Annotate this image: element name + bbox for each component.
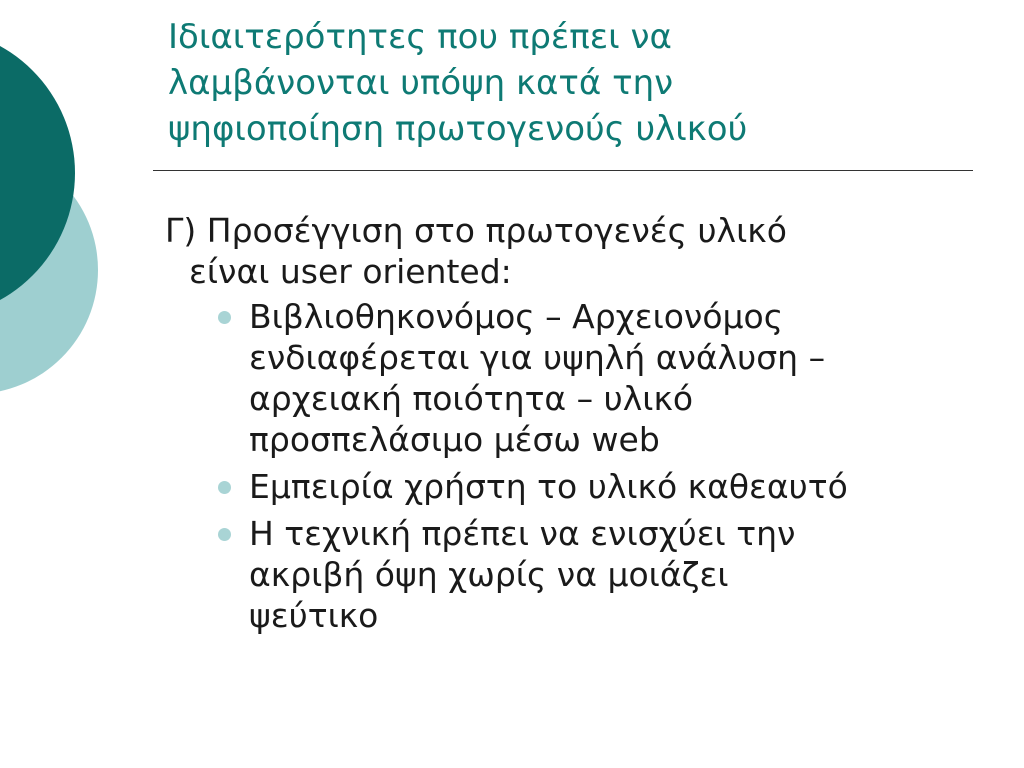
slide-title	[168, 14, 968, 152]
section-heading: Γ) Προσέγγιση στο πρωτογενές υλικό	[165, 211, 787, 250]
bullet-text-line: ενδιαφέρεται για υψηλή ανάλυση –	[249, 338, 826, 377]
bullet-text-line: Βιβλιοθηκονόμος – Αρχειονόμος	[249, 297, 784, 336]
bullet-text-line: Εμπειρία χρήστη το υλικό καθεαυτό	[249, 467, 848, 506]
bullet-item	[165, 466, 975, 507]
bullet-text-line: προσπελάσιμο μέσω web	[249, 420, 660, 459]
bullet-dot-icon	[218, 311, 231, 324]
bullet-item	[165, 296, 975, 460]
bullet-text-line: ακριβή όψη χωρίς να μοιάζει	[249, 555, 729, 594]
bullet-text-line: ψεύτικο	[249, 596, 379, 635]
bullet-item	[165, 513, 975, 636]
bullet-list	[165, 296, 975, 636]
bullet-text-line: αρχειακή ποιότητα – υλικό	[249, 379, 694, 418]
title-line: ψηφιοποίηση πρωτογενούς υλικού	[168, 109, 748, 149]
title-line: Ιδιαιτερότητες που πρέπει να	[168, 17, 672, 57]
bullet-dot-icon	[218, 528, 231, 541]
bullet-dot-icon	[218, 481, 231, 494]
title-divider	[153, 170, 973, 171]
section-heading-continued: είναι user oriented:	[189, 252, 512, 291]
bullet-text-line: Η τεχνική πρέπει να ενισχύει την	[249, 514, 796, 553]
title-line: λαμβάνονται υπόψη κατά την	[168, 63, 674, 103]
slide-body	[165, 210, 975, 642]
